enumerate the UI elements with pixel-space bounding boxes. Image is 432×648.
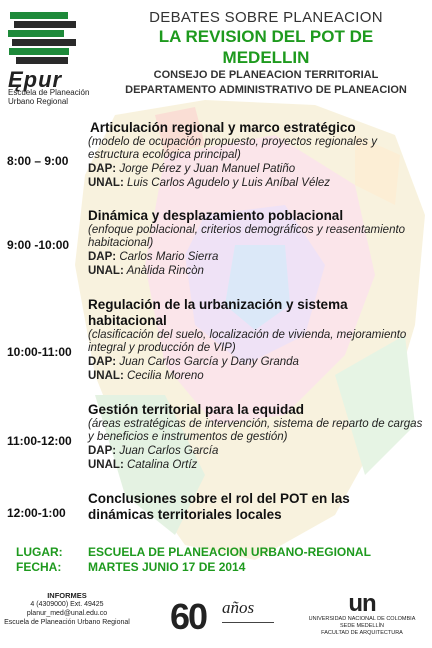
contact-email: planur_med@unal.edu.co — [26, 610, 108, 617]
contact-phone: 4 (4309000) Ext. 49425 — [30, 601, 104, 608]
unal-campus: SEDE MEDELLÍN — [339, 623, 384, 629]
organizer-line-1: CONSEJO DE PLANEACION TERRITORIAL — [153, 69, 379, 81]
logo-word: Ępur — [8, 67, 63, 92]
contact-school: Escuela de Planeación Urbano Regional — [4, 619, 130, 626]
dap-speakers: Jorge Pérez y Juan Manuel Patiño — [119, 163, 296, 175]
slot-dap — [88, 250, 428, 264]
slot-description: (áreas estratégicas de intervención, sistema de reparto de cargas y beneficios e instrumentos de gestión) — [88, 418, 423, 443]
slot-dap — [88, 162, 430, 176]
venue-row — [16, 545, 371, 559]
unal-name: UNIVERSIDAD NACIONAL DE COLOMBIA — [308, 616, 416, 622]
dap-label: DAP: — [88, 445, 117, 457]
slot-description: (modelo de ocupación propuesto, proyectos regionales y estructura ecológica principal) — [88, 136, 377, 161]
logo-subtitle-2: Urbano Regional — [8, 97, 69, 106]
contact-info — [2, 591, 132, 627]
unal-speakers: Catalina Ortíz — [126, 459, 198, 471]
slot-title: Conclusiones sobre el rol del POT en las dinámicas territoriales locales — [88, 491, 350, 522]
unal-label: UNAL: — [88, 265, 124, 277]
slot-dap — [88, 444, 428, 458]
slot-title: Dinámica y desplazamiento poblacional — [88, 208, 344, 223]
slot-time: 11:00-12:00 — [7, 434, 72, 448]
logo-subtitle-1: Escuela de Planeación — [8, 88, 90, 97]
slot-title: Gestión territorial para la equidad — [88, 402, 305, 417]
slot-unal — [88, 176, 430, 190]
venue-value: ESCUELA DE PLANEACION URBANO-REGIONAL — [88, 545, 371, 559]
slot-description: (clasificación del suelo, localización de vivienda, mejoramiento integral y producción de VIP) — [88, 329, 407, 354]
event-title-line-1: LA REVISION DEL POT DE — [158, 27, 374, 46]
slot-time: 8:00 – 9:00 — [7, 154, 69, 168]
unal-label: UNAL: — [88, 370, 124, 382]
slot-unal — [88, 458, 428, 472]
date-row — [16, 560, 246, 574]
unal-logo — [300, 592, 424, 637]
unal-speakers: Cecilia Moreno — [126, 370, 204, 382]
date-value: MARTES JUNIO 17 DE 2014 — [88, 560, 246, 574]
slot-title: Articulación regional y marco estratégico — [90, 120, 356, 135]
unal-label: UNAL: — [88, 177, 124, 189]
dap-speakers: Juan Carlos García y Dany Granda — [119, 356, 299, 368]
slot-description: (enfoque poblacional, criterios demográficos y reasentamiento habitacional) — [88, 224, 406, 249]
dap-label: DAP: — [88, 356, 117, 368]
event-title-line-2: MEDELLIN — [222, 48, 310, 67]
slot-title: Regulación de la urbanización y sistema habitacional — [88, 297, 348, 328]
contact-title: INFORMES — [47, 591, 87, 600]
anniversary-word: años — [222, 598, 255, 617]
epur-logo — [6, 8, 90, 106]
slot-unal — [88, 369, 428, 383]
slot-unal — [88, 264, 428, 278]
slot-time: 9:00 -10:00 — [7, 238, 70, 252]
unal-logo-mark: un — [348, 590, 376, 617]
unal-faculty: FACULTAD DE ARQUITECTURA — [321, 630, 403, 636]
organizer-line-2: DEPARTAMENTO ADMINISTRATIVO DE PLANEACION — [125, 84, 407, 96]
dap-speakers: Carlos Mario Sierra — [119, 251, 219, 263]
unal-label: UNAL: — [88, 459, 124, 471]
anniversary-logo — [170, 598, 290, 638]
dap-speakers: Juan Carlos García — [119, 445, 219, 457]
slot-time: 10:00-11:00 — [7, 345, 72, 359]
venue-label: LUGAR: — [16, 545, 63, 559]
dap-label: DAP: — [88, 163, 117, 175]
unal-speakers: Anàlida Rincòn — [126, 265, 204, 277]
series-title: DEBATES SOBRE PLANEACION — [149, 9, 383, 26]
unal-speakers: Luis Carlos Agudelo y Luis Aníbal Vélez — [126, 177, 331, 189]
anniversary-number: 60 — [170, 596, 207, 637]
anniversary-rule — [222, 622, 274, 623]
date-label: FECHA: — [16, 560, 62, 574]
slot-dap — [88, 355, 428, 369]
dap-label: DAP: — [88, 251, 117, 263]
slot-time: 12:00-1:00 — [7, 506, 66, 520]
